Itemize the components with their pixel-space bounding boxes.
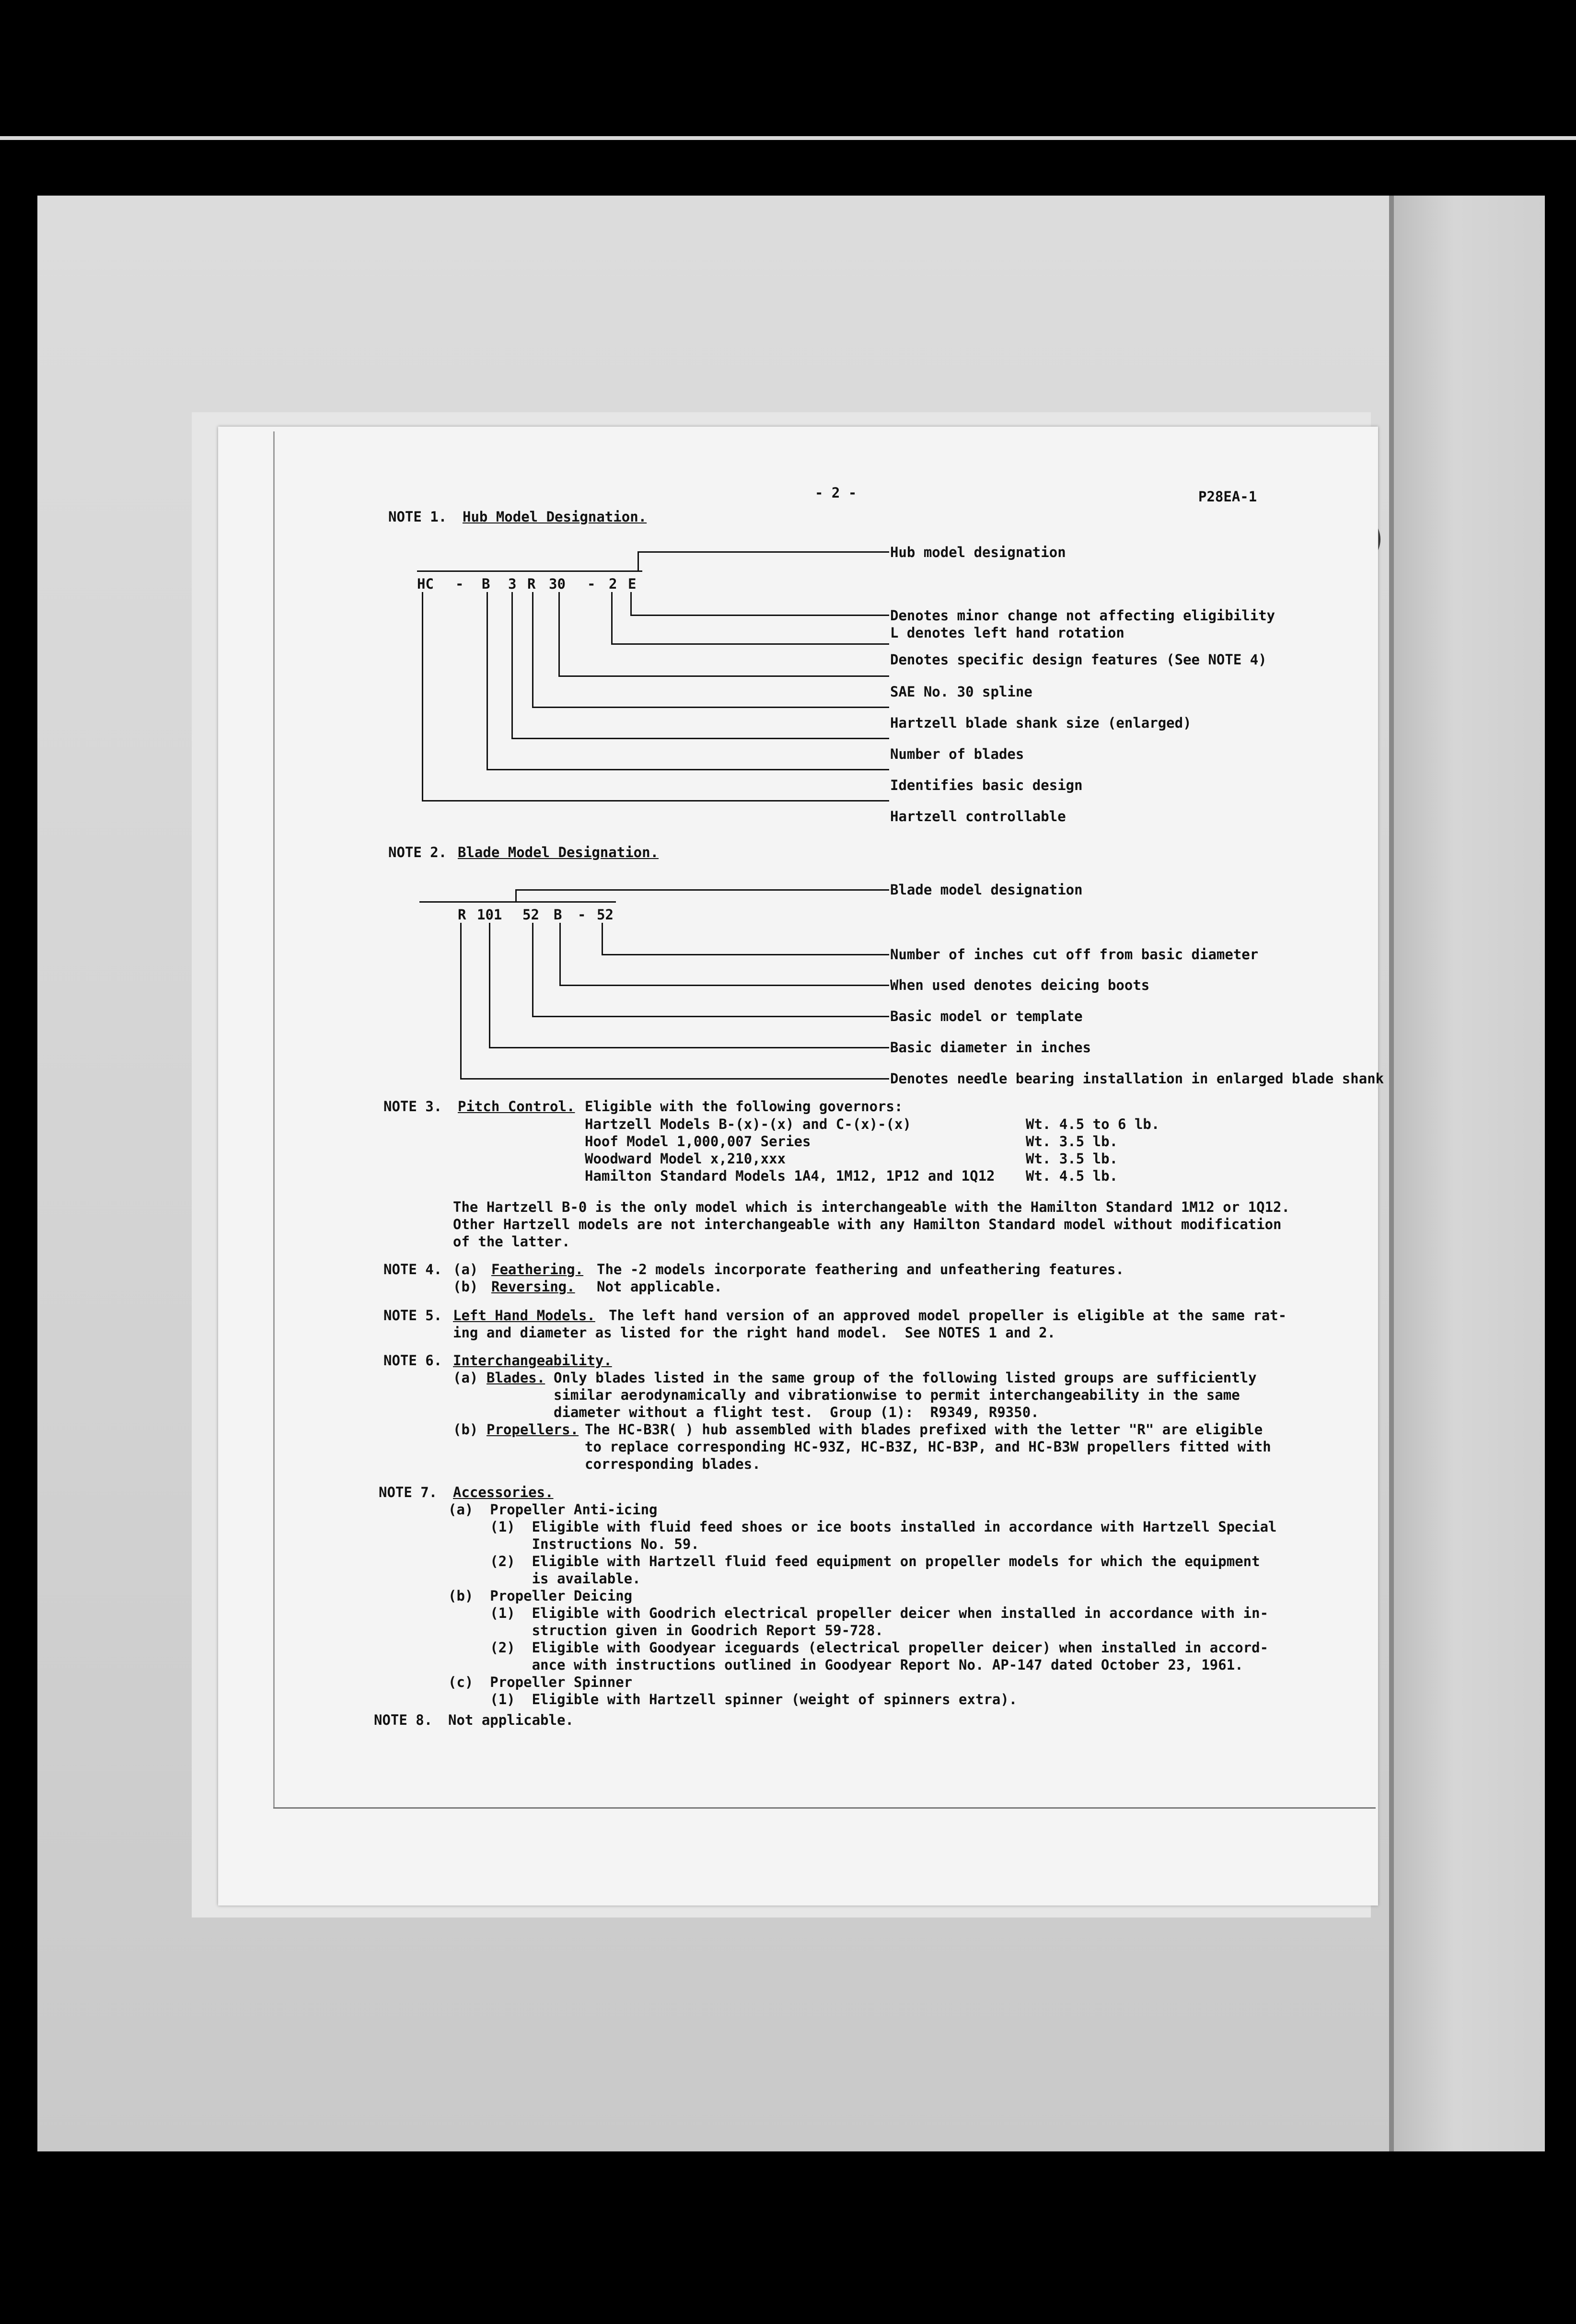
note7-label: NOTE 7. bbox=[379, 1484, 438, 1500]
hub-code-part: 3 bbox=[508, 576, 517, 592]
note3-paragraph: Other Hartzell models are not interchangeable with any Hamilton Standard model without modification bbox=[453, 1216, 1282, 1232]
note6-title: Interchangeability. bbox=[453, 1352, 612, 1369]
leader-line bbox=[611, 592, 613, 644]
blade-code-part: B bbox=[554, 906, 562, 923]
note7-line: (1) Eligible with Hartzell spinner (weight of spinners extra). bbox=[448, 1691, 1018, 1708]
leader-line bbox=[602, 923, 603, 954]
note6-b-text: to replace corresponding HC-93Z, HC-B3Z, HC-B3P, and HC-B3W propellers fitted with bbox=[585, 1439, 1271, 1455]
note7-title: Accessories. bbox=[453, 1484, 554, 1500]
note4-label: NOTE 4. bbox=[383, 1261, 442, 1278]
leader-line bbox=[558, 675, 889, 677]
hub-code-part: 30 bbox=[549, 576, 566, 592]
hub-item-label: Denotes specific design features (See NOTE 4) bbox=[890, 651, 1267, 668]
blade-code-part: R bbox=[458, 906, 466, 923]
leader-line bbox=[487, 592, 488, 769]
leader-line bbox=[515, 889, 517, 902]
note6-a-text: Only blades listed in the same group of the following listed groups are sufficiently bbox=[554, 1370, 1257, 1386]
leader-line bbox=[611, 643, 889, 645]
page-border-left bbox=[273, 431, 275, 1807]
note6-a-title: Blades. bbox=[487, 1370, 545, 1386]
leader-line bbox=[532, 923, 533, 1016]
note3-label: NOTE 3. bbox=[383, 1098, 442, 1115]
note7-line: (2) Eligible with Goodyear iceguards (electrical propeller deicer) when installed in accord- bbox=[448, 1639, 1269, 1656]
note8-text: Not applicable. bbox=[448, 1712, 574, 1728]
blade-code-part: - bbox=[578, 906, 586, 923]
leader-line bbox=[460, 1078, 889, 1080]
leader-line bbox=[511, 592, 513, 738]
hub-code-part: - bbox=[587, 576, 596, 592]
hub-code-part: B bbox=[482, 576, 490, 592]
note7-line: ance with instructions outlined in Goodyear Report No. AP-147 dated October 23, 1961. bbox=[448, 1657, 1243, 1673]
note5-text: ing and diameter as listed for the right hand model. See NOTES 1 and 2. bbox=[453, 1325, 1056, 1341]
hub-item-label: Hartzell controllable bbox=[890, 808, 1066, 825]
blade-item-label: Number of inches cut off from basic diameter bbox=[890, 946, 1259, 963]
hub-item-label: Hub model designation bbox=[890, 544, 1066, 560]
note6-b-text: The HC-B3R( ) hub assembled with blades prefixed with the letter "R" are eligible bbox=[585, 1421, 1263, 1438]
leader-line bbox=[559, 923, 561, 985]
note5-text: The left hand version of an approved model propeller is eligible at the same rat- bbox=[609, 1307, 1287, 1324]
blade-code-part: 52 bbox=[522, 906, 539, 923]
leader-line bbox=[511, 738, 889, 739]
note6-b-text: corresponding blades. bbox=[585, 1456, 761, 1472]
leader-line bbox=[422, 800, 889, 802]
leader-line bbox=[532, 592, 533, 707]
blade-code-part: 101 bbox=[477, 906, 502, 923]
note6-a-text: diameter without a flight test. Group (1): R9349, R9350. bbox=[554, 1404, 1039, 1420]
hub-code-bar bbox=[417, 570, 642, 572]
hub-code-part: - bbox=[455, 576, 464, 592]
page-number: - 2 - bbox=[815, 485, 857, 501]
governor-weight: Wt. 4.5 to 6 lb. bbox=[1026, 1116, 1160, 1132]
governor-weight: Wt. 3.5 lb. bbox=[1026, 1150, 1118, 1167]
note7-line: Instructions No. 59. bbox=[448, 1536, 699, 1552]
blade-code-bar bbox=[419, 901, 616, 903]
note1-label: NOTE 1. bbox=[388, 509, 447, 525]
note1-title: Hub Model Designation. bbox=[463, 509, 647, 525]
leader-line bbox=[558, 592, 560, 676]
note7-line: struction given in Goodrich Report 59-728. bbox=[448, 1622, 883, 1638]
note3-intro: Eligible with the following governors: bbox=[585, 1098, 903, 1115]
hub-item-label: Number of blades bbox=[890, 746, 1024, 762]
leader-line bbox=[489, 1047, 889, 1048]
note6-label: NOTE 6. bbox=[383, 1352, 442, 1369]
hub-code-part: R bbox=[527, 576, 536, 592]
document-page bbox=[218, 427, 1384, 1906]
note5-title: Left Hand Models. bbox=[453, 1307, 595, 1324]
hub-item-label: Denotes minor change not affecting eligibility bbox=[890, 607, 1275, 624]
hub-item-label: Hartzell blade shank size (enlarged) bbox=[890, 715, 1192, 731]
hub-item-label: L denotes left hand rotation bbox=[890, 625, 1124, 641]
governor-model: Woodward Model x,210,xxx bbox=[585, 1150, 786, 1167]
blade-item-label: Blade model designation bbox=[890, 882, 1083, 898]
note6-b-title: Propellers. bbox=[487, 1421, 579, 1438]
note3-title: Pitch Control. bbox=[458, 1098, 575, 1115]
note2-title: Blade Model Designation. bbox=[458, 844, 659, 860]
note2-label: NOTE 2. bbox=[388, 844, 447, 860]
hub-item-label: Identifies basic design bbox=[890, 777, 1083, 793]
leader-line bbox=[532, 1016, 889, 1017]
blade-code-part: 52 bbox=[597, 906, 614, 923]
note4-b-text: Not applicable. bbox=[597, 1278, 722, 1295]
blade-item-label: Basic model or template bbox=[890, 1008, 1083, 1024]
leader-line bbox=[559, 985, 889, 986]
note7-line: is available. bbox=[448, 1570, 641, 1587]
note4-a-tag: (a) bbox=[453, 1261, 478, 1278]
leader-line bbox=[630, 592, 632, 615]
note7-line: (2) Eligible with Hartzell fluid feed equipment on propeller models for which the equipment bbox=[448, 1553, 1260, 1569]
leader-line bbox=[487, 769, 889, 770]
governor-model: Hartzell Models B-(x)-(x) and C-(x)-(x) bbox=[585, 1116, 911, 1132]
leader-line bbox=[630, 615, 889, 616]
note4-a-title: Feathering. bbox=[491, 1261, 584, 1278]
governor-model: Hoof Model 1,000,007 Series bbox=[585, 1133, 811, 1150]
note7-line: (a) Propeller Anti-icing bbox=[448, 1501, 658, 1518]
note3-paragraph: of the latter. bbox=[453, 1233, 570, 1250]
film-top-rule bbox=[0, 136, 1576, 140]
governor-weight: Wt. 3.5 lb. bbox=[1026, 1133, 1118, 1150]
note6-a-text: similar aerodynamically and vibrationwise to permit interchangeability in the same bbox=[554, 1387, 1240, 1403]
document-id: P28EA-1 bbox=[1198, 488, 1257, 505]
note6-b-tag: (b) bbox=[453, 1421, 478, 1438]
leader-line bbox=[637, 551, 889, 553]
hub-code-part: E bbox=[628, 576, 637, 592]
leader-line bbox=[602, 954, 889, 955]
leader-line bbox=[489, 923, 490, 1047]
note6-a-tag: (a) bbox=[453, 1370, 478, 1386]
note7-line: (b) Propeller Deicing bbox=[448, 1588, 633, 1604]
note5-label: NOTE 5. bbox=[383, 1307, 442, 1324]
page-border-bottom bbox=[273, 1807, 1376, 1809]
blade-item-label: Denotes needle bearing installation in enlarged blade shank bbox=[890, 1070, 1384, 1087]
note4-b-title: Reversing. bbox=[491, 1278, 575, 1295]
hub-code-part: HC bbox=[417, 576, 434, 592]
governor-model: Hamilton Standard Models 1A4, 1M12, 1P12 and 1Q12 bbox=[585, 1168, 995, 1184]
note7-line: (c) Propeller Spinner bbox=[448, 1674, 633, 1690]
note7-line: (1) Eligible with Goodrich electrical propeller deicer when installed in accordance with in- bbox=[448, 1605, 1269, 1621]
note8-label: NOTE 8. bbox=[374, 1712, 433, 1728]
right-edge-strip bbox=[1389, 196, 1545, 2151]
blade-item-label: Basic diameter in inches bbox=[890, 1039, 1091, 1056]
leader-line bbox=[637, 551, 639, 571]
note3-paragraph: The Hartzell B-0 is the only model which is interchangeable with the Hamilton Standard 1M12 or 1Q12. bbox=[453, 1199, 1290, 1215]
leader-line bbox=[422, 592, 423, 801]
governor-weight: Wt. 4.5 lb. bbox=[1026, 1168, 1118, 1184]
hub-item-label: SAE No. 30 spline bbox=[890, 684, 1032, 700]
leader-line bbox=[532, 707, 889, 708]
leader-line bbox=[515, 889, 889, 891]
hub-code-part: 2 bbox=[609, 576, 617, 592]
note4-a-text: The -2 models incorporate feathering and unfeathering features. bbox=[597, 1261, 1124, 1278]
blade-item-label: When used denotes deicing boots bbox=[890, 977, 1150, 993]
note7-line: (1) Eligible with fluid feed shoes or ice boots installed in accordance with Hartzell Special bbox=[448, 1519, 1277, 1535]
leader-line bbox=[460, 923, 462, 1079]
note4-b-tag: (b) bbox=[453, 1278, 478, 1295]
